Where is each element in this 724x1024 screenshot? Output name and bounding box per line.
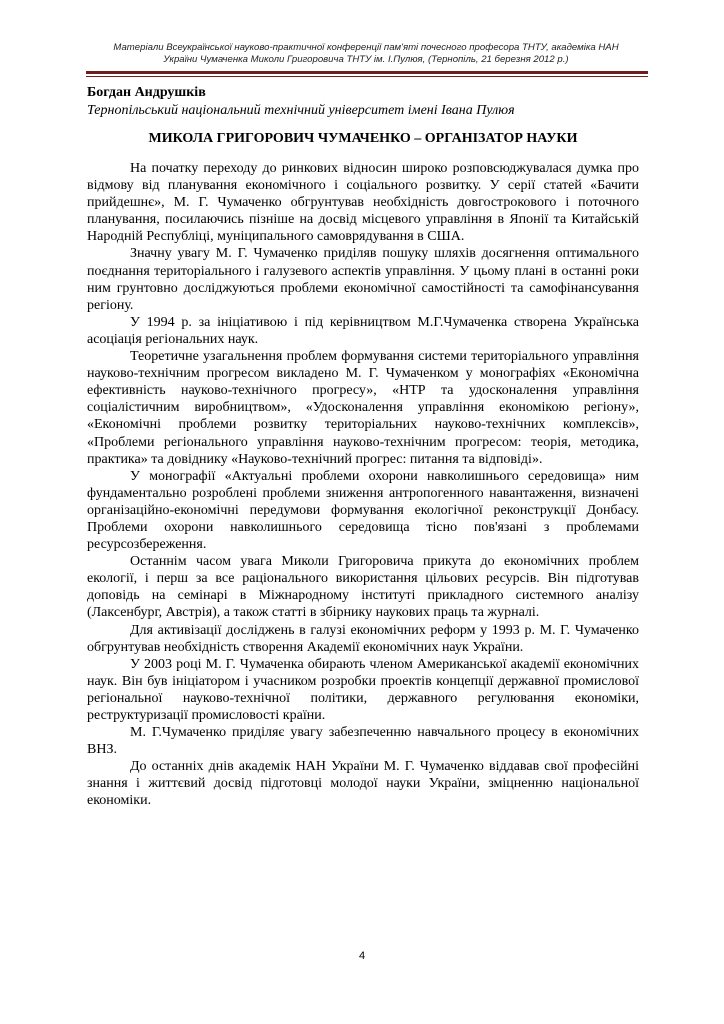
author-name: Богдан Андрушків	[87, 85, 206, 100]
paragraph: У монографії «Актуальні проблеми охорони навколишнього середовища» ним фундаментально розроблені проблеми зниження антропогенного навантаження, визначені організаційно-економічні передумови формування екологічної реконструкції Донбасу. Проблеми охорони навколишнього середовища тісно пов'язані з проблемами ресурсозбереження.	[87, 468, 639, 553]
author-affiliation: Тернопільський національний технічний університет імені Івана Пулюя	[87, 103, 515, 118]
article-title: МИКОЛА ГРИГОРОВИЧ ЧУМАЧЕНКО – ОРГАНІЗАТОР НАУКИ	[148, 131, 578, 146]
paragraph: Значну увагу М. Г. Чумаченко приділяв пошуку шляхів досягнення оптимального поєднання територіального і галузевого аспектів управління. У цьому плані в останні роки ним грунтовно досліджуються проблеми економічної самостійності та самофінансування регіону.	[87, 246, 639, 313]
paragraph: На початку переходу до ринкових відносин широко розповсюджувалася думка про відмову від планування економічного і соціального розвитку. У серії статей «Бачити прийдешнє», М. Г. Чумаченко обгрунтував необхідність довгострокового і поточного планування, посилаючись пізніше на досвід місцевого управління в Японії та Китайській Народній Республіці, муніципального самоврядування в США.	[87, 161, 639, 245]
header-line-2: України Чумаченка Миколи Григоровича ТНТУ ім. І.Пулюя, (Тернопіль, 21 березня 2012 р.)	[163, 54, 569, 65]
article-body	[87, 84, 639, 810]
running-header	[86, 42, 646, 66]
header-rule-thick	[86, 71, 648, 74]
paragraph: У 1994 р. за ініціативою і під керівництвом М.Г.Чумаченка створена Українська асоціація регіональних наук.	[87, 314, 639, 347]
header-rule-thin	[86, 76, 648, 77]
paragraph: М. Г.Чумаченко приділяє увагу забезпеченню навчального процесу в економічних ВНЗ.	[87, 725, 639, 758]
paragraph: У 2003 році М. Г. Чумаченка обирають членом Американської академії економічних наук. Він був ініціатором і учасником розробки проектів концепції державної промислової регіональної науково-технічної політики, державного регулювання економіки, реструктуризації промисловості країни.	[87, 656, 639, 723]
header-line-1: Матеріали Всеукраїнської науково-практичної конференції пам'яті почесного професора ТНТУ, академіка НАН	[113, 42, 619, 53]
page-number: 4	[358, 950, 366, 962]
paragraph: До останніх днів академік НАН України М. Г. Чумаченко віддавав свої професійні знання і життєвий досвід підготовці молодої науки України, зміцненню національної економіки.	[87, 759, 639, 809]
paragraph: Останнім часом увага Миколи Григоровича прикута до економічних проблем екології, і перш за все раціонального використання цільових ресурсів. Він підготував доповідь на семінарі в Міжнародному інституті прикладного системного аналізу (Лаксенбург, Австрія), а також статті в збірнику наукових праць та журналі.	[87, 554, 639, 621]
paragraph: Для активізації досліджень в галузі економічних реформ у 1993 р. М. Г. Чумаченко обгрунтував необхідність створення Академії економічних наук України.	[87, 622, 639, 655]
paragraph: Теоретичне узагальнення проблем формування системи територіального управління науково-технічним прогресом викладено М. Г. Чумаченком у монографіях «Економічна ефективність науково-технічного прогресу», «НТР та удосконалення управління соціалістичним виробництвом», «Удосконалення управління економікою регіону», «Економічні проблеми розвитку територіальних науково-технічних комплексів», «Проблеми регіонального управління науково-технічним прогресом: теорія, методика, практика» та довіднику «Науково-технічний прогрес: питання та відповіді».	[87, 349, 639, 467]
